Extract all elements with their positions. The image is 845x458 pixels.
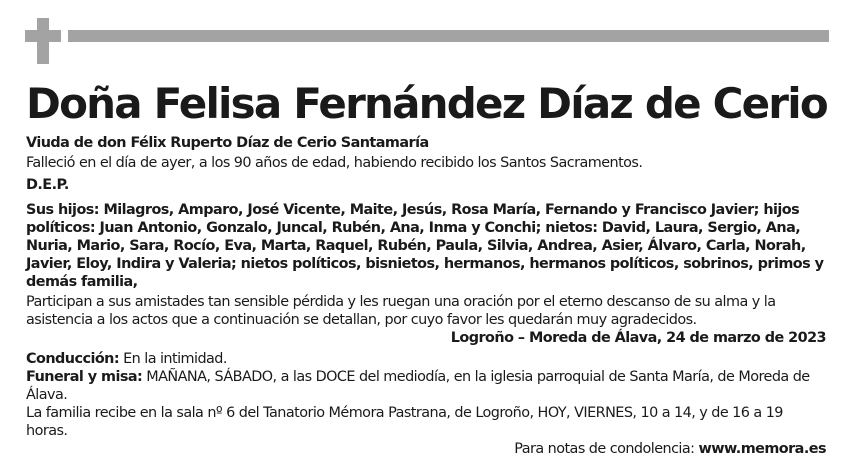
conduction-line bbox=[26, 350, 826, 368]
widow-line: Viuda de don Félix Ruperto Díaz de Cerio Santamaría bbox=[26, 135, 429, 151]
place-date: Logroño – Moreda de Álava, 24 de marzo de 2023 bbox=[450, 330, 826, 346]
funeral-line bbox=[26, 368, 826, 404]
website-link[interactable]: www.memora.es bbox=[698, 441, 826, 457]
cross-icon bbox=[25, 18, 61, 64]
obituary-body bbox=[26, 134, 826, 458]
visitation-line: La familia recibe en la sala nº 6 del Tanatorio Mémora Pastrana, de Logroño, HOY, VIERNES, 10 a 14, y de 16 a 19 horas. bbox=[26, 405, 783, 439]
condolence-line bbox=[26, 440, 826, 458]
dep-line: D.E.P. bbox=[26, 177, 69, 193]
death-notice: Falleció en el día de ayer, a los 90 años de edad, habiendo recibido los Santos Sacramentos. bbox=[26, 155, 643, 171]
funeral-value: MAÑANA, SÁBADO, a las DOCE del mediodía, en la iglesia parroquial de Santa María, de Moreda de Álava. bbox=[26, 369, 810, 403]
top-rule bbox=[68, 30, 829, 42]
prayer-request: Participan a sus amistades tan sensible pérdida y les ruegan una oración por el eterno descanso de su alma y la asistencia a los actos que a continuación se detallan, por cuyo favor les quedarán muy agradecidos. bbox=[26, 294, 776, 328]
conduction-value: En la intimidad. bbox=[119, 351, 227, 367]
funeral-label: Funeral y misa: bbox=[26, 369, 143, 385]
conduction-label: Conducción: bbox=[26, 351, 120, 367]
family-list: Sus hijos: Milagros, Amparo, José Vicente, Maite, Jesús, Rosa María, Fernando y Francisco Javier; hijos políticos: Juan Antonio, Gonzalo, Juncal, Rubén, Ana, Inma y Conchi; nietos: David, Laura, Sergio, Ana, Nuria, Mario, Sara, Rocío, Eva, Marta, Raquel, Rubén, Paula, Silvia, Andrea, Asier, Álvaro, Carla, Norah, Javier, Eloy, Indira y Valeria; nietos políticos, bisnietos, hermanos, hermanos políticos, sobrinos, primos y demás familia, bbox=[26, 202, 824, 290]
deceased-name: Doña Felisa Fernández Díaz de Cerio bbox=[26, 79, 827, 128]
condolence-text: Para notas de condolencia: bbox=[514, 441, 699, 457]
